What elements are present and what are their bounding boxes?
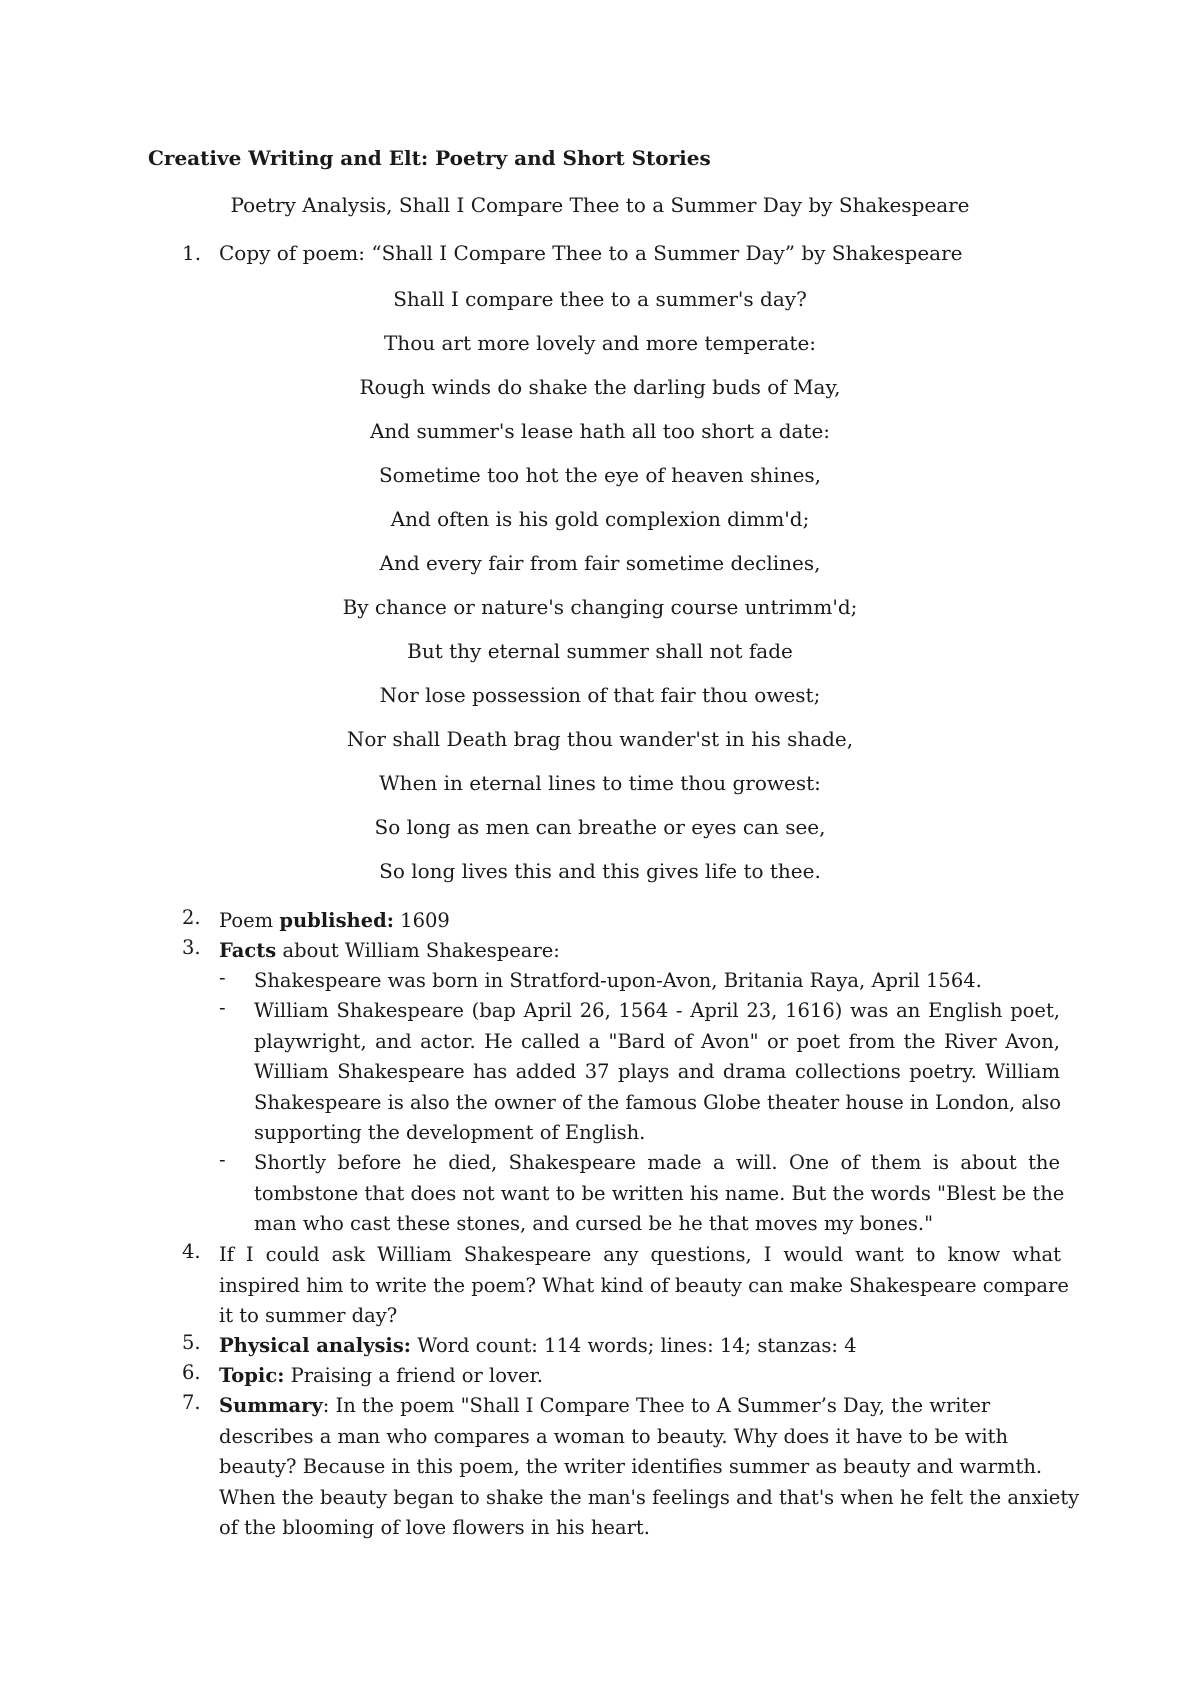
question-line: inspired him to write the poem? What kind of beauty can make Shakespeare compare [219, 1273, 1069, 1297]
item-2-number: 2. [182, 906, 201, 929]
summary-line: When the beauty began to shake the man's feelings and that's when he felt the anxiety [219, 1485, 1080, 1509]
poem-line: By chance or nature's changing course untrimm'd; [342, 595, 858, 619]
question-line: If I could ask William Shakespeare any questions, I would want to know what [219, 1243, 1061, 1266]
poem-line: So long lives this and this gives life to thee. [379, 859, 821, 883]
poem-line: But thy eternal summer shall not fade [407, 639, 793, 663]
item-7-summary [219, 1391, 1080, 1544]
item-6-number: 6. [182, 1361, 201, 1384]
fact-line: playwright, and actor. He called a "Bard of Avon" or poet from the River Avon, [254, 1029, 1060, 1053]
item-2-prefix: Poem [219, 909, 280, 932]
item-7-label: Summary [219, 1394, 323, 1417]
summary-line: beauty? Because in this poem, the writer identifies summer as beauty and warmth. [219, 1455, 1043, 1478]
fact-line: Shakespeare is also the owner of the famous Globe theater house in London, also [254, 1090, 1062, 1114]
item-6-topic [219, 1361, 1061, 1392]
fact-line: William Shakespeare has added 37 plays and drama collections poetry. William [254, 1060, 1060, 1083]
item-2-year: 1609 [393, 909, 450, 932]
item-7-number: 7. [182, 1391, 201, 1414]
poem-line: Nor lose possession of that fair thou owest; [379, 683, 821, 707]
summary-line [219, 1391, 1061, 1422]
bullet-dash: - [219, 996, 226, 1019]
item-3-number: 3. [182, 936, 201, 959]
item-2-label: published: [279, 909, 394, 932]
item-6-label: Topic: [219, 1364, 285, 1387]
document-subtitle: Poetry Analysis, Shall I Compare Thee to a Summer Day by Shakespeare [230, 193, 970, 217]
item-4-question [219, 1240, 1069, 1332]
fact-line: tombstone that does not want to be written his name. But the words "Blest be the [254, 1181, 1065, 1205]
poem-line: When in eternal lines to time thou growest: [379, 771, 821, 795]
item-5-physical-analysis [219, 1331, 1061, 1362]
poem-line: Shall I compare thee to a summer's day? [393, 287, 807, 311]
poem-line: Sometime too hot the eye of heaven shines, [378, 463, 822, 487]
poem-line: Nor shall Death brag thou wander'st in his shade, [346, 727, 854, 751]
summary-line: describes a man who compares a woman to beauty. Why does it have to be with [219, 1424, 1009, 1448]
poem-line: And every fair from fair sometime declines, [379, 551, 821, 575]
fact-line: supporting the development of English. [254, 1121, 646, 1144]
item-1-number: 1. [182, 241, 202, 265]
item-2-published [219, 906, 1061, 937]
poem-block [150, 288, 1050, 904]
fact-bullet-1 [254, 966, 1060, 997]
item-5-label: Physical analysis: [219, 1334, 412, 1357]
fact-line: man who cast these stones, and cursed be he that moves my bones." [254, 1212, 934, 1235]
question-line: it to summer day? [219, 1304, 398, 1327]
document-title: Creative Writing and Elt: Poetry and Short Stories [148, 146, 711, 170]
fact-bullet-3 [254, 1148, 1065, 1240]
fact-line: William Shakespeare (bap April 26, 1564 - April 23, 1616) was an English poet, [254, 999, 1060, 1022]
poem-line: And often is his gold complexion dimm'd; [390, 507, 810, 531]
poem-line: And summer's lease hath all too short a date: [369, 419, 831, 443]
poem-line: So long as men can breathe or eyes can see, [374, 815, 826, 839]
poem-line: Thou art more lovely and more temperate: [383, 331, 817, 355]
item-3-text: about William Shakespeare: [276, 939, 560, 962]
poem-line: Rough winds do shake the darling buds of May, [359, 375, 841, 399]
fact-bullet-2 [254, 996, 1060, 1149]
item-5-number: 5. [182, 1331, 201, 1354]
bullet-dash: - [219, 966, 226, 989]
item-3-facts [219, 936, 1061, 967]
item-5-text: Word count: 114 words; lines: 14; stanzas: 4 [411, 1334, 857, 1357]
bullet-dash: - [219, 1148, 226, 1171]
item-1-text: Copy of poem: “Shall I Compare Thee to a Summer Day” by Shakespeare [219, 241, 963, 265]
summary-line: of the blooming of love flowers in his heart. [219, 1516, 650, 1539]
summary-text: : In the poem "Shall I Compare Thee to A Summer’s Day, the writer [322, 1394, 991, 1417]
item-6-text: Praising a friend or lover. [284, 1364, 543, 1387]
item-3-label: Facts [219, 939, 277, 962]
fact-line: Shakespeare was born in Stratford-upon-Avon, Britania Raya, April 1564. [254, 969, 982, 992]
fact-line: Shortly before he died, Shakespeare made a will. One of them is about the [254, 1151, 1060, 1174]
item-4-number: 4. [182, 1240, 201, 1263]
